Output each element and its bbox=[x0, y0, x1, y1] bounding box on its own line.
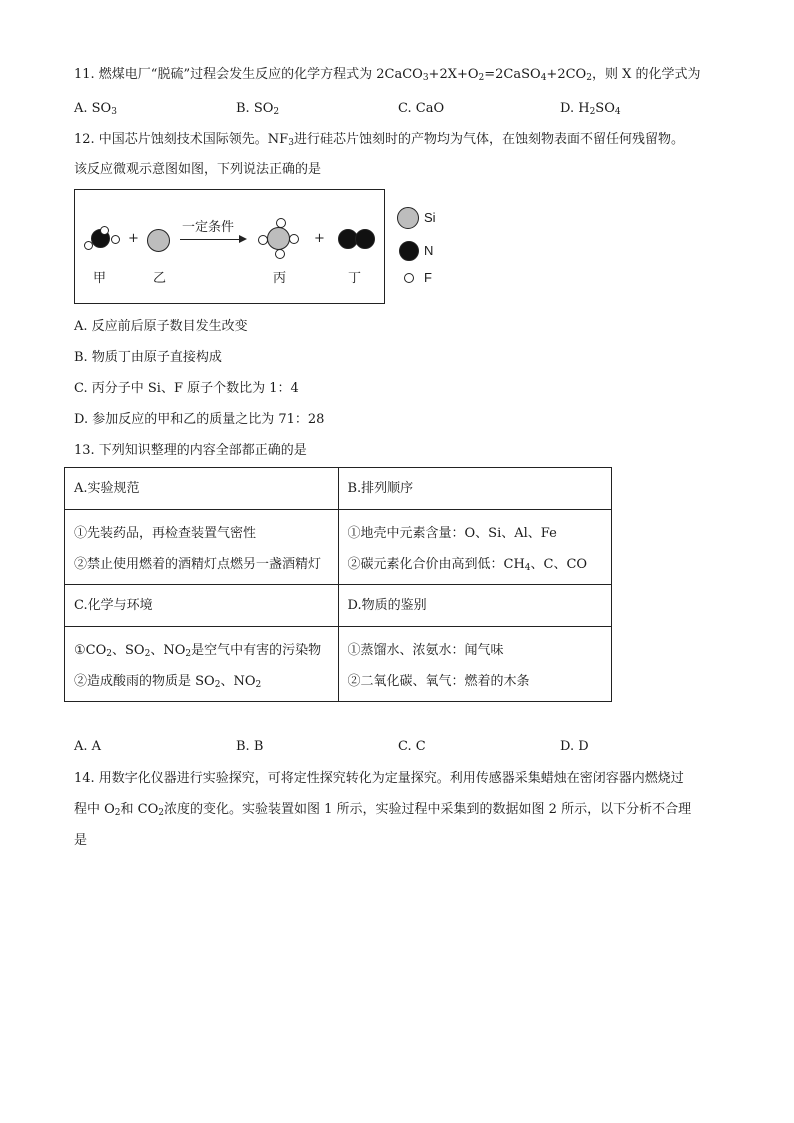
legend-n-atom bbox=[399, 241, 419, 261]
label-yi: 乙 bbox=[153, 271, 167, 286]
table-head-c: C.化学与环境 bbox=[65, 585, 339, 627]
q13-stem: 13. 下列知识整理的内容全部都正确的是 bbox=[74, 443, 307, 458]
reaction-diagram bbox=[74, 189, 385, 304]
legend-si-atom bbox=[397, 207, 419, 229]
q13-option-a: A. A bbox=[74, 739, 102, 754]
q13-option-b: B. B bbox=[236, 739, 264, 754]
table-head-b: B.排列顺序 bbox=[338, 468, 612, 510]
table-cell-a bbox=[65, 510, 339, 585]
q11-option-a: A. $SO_3$ bbox=[74, 101, 117, 117]
q12-stem-line2: 该反应微观示意图如图，下列说法正确的是 bbox=[74, 162, 322, 177]
label-jia: 甲 bbox=[93, 271, 107, 286]
q12-option-a: A. 反应前后原子数目发生改变 bbox=[74, 319, 248, 334]
table-cell-b bbox=[338, 510, 612, 585]
cell-b-line2: ②碳元素化合价由高到低：$CH_4$、C、CO bbox=[347, 557, 588, 573]
plus-sign: + bbox=[314, 231, 325, 246]
bing-f-atom bbox=[289, 234, 299, 244]
q11-option-b: B. $SO_2$ bbox=[236, 101, 280, 117]
cell-c-line1: $①CO_2$、$SO_2$、$NO_2$是空气中有害的污染物 bbox=[74, 643, 322, 659]
plus-sign: + bbox=[128, 231, 139, 246]
jia-f-atom bbox=[111, 235, 120, 244]
cell-b-line1: ①地壳中元素含量：O、Si、Al、Fe bbox=[347, 526, 557, 541]
cell-d-line2: ②二氧化碳、氧气：燃着的木条 bbox=[347, 674, 530, 689]
q12-option-b: B. 物质丁由原子直接构成 bbox=[74, 350, 222, 365]
q12-option-c: C. 丙分子中 Si、F 原子个数比为 1：4 bbox=[74, 381, 299, 396]
table-cell-c bbox=[65, 627, 339, 702]
legend-n-label: N bbox=[424, 243, 434, 258]
label-ding: 丁 bbox=[348, 271, 362, 286]
table-head-a: A.实验规范 bbox=[65, 468, 339, 510]
q14-stem-line2: 程中 $O_2$和 $CO_2$浓度的变化。实验装置如图 1 所示，实验过程中采集到的数据如图 2 所示，以下分析不合理 bbox=[74, 802, 692, 818]
q13-option-d: D. D bbox=[560, 739, 589, 754]
table-cell-d bbox=[338, 627, 612, 702]
jia-f-atom bbox=[84, 241, 93, 250]
cell-a-line2: ②禁止使用燃着的酒精灯点燃另一盏酒精灯 bbox=[74, 557, 322, 572]
q11-option-d: D. $H_2SO_4$ bbox=[560, 101, 621, 117]
reaction-arrow bbox=[180, 239, 240, 240]
table-head-d: D.物质的鉴别 bbox=[338, 585, 612, 627]
q11-option-c: C. CaO bbox=[398, 101, 445, 116]
label-bing: 丙 bbox=[273, 271, 287, 286]
cell-d-line1: ①蒸馏水、浓氨水：闻气味 bbox=[347, 643, 504, 658]
knowledge-table bbox=[64, 467, 612, 702]
q11-stem: 11. 燃煤电厂“脱硫”过程会发生反应的化学方程式为 $2CaCO_3+2X+O_2=2CaSO_4+2CO_2$，则 X 的化学式为 bbox=[74, 67, 701, 83]
q12-stem-line1: 12. 中国芯片蚀刻技术国际领先。$NF_3$进行硅芯片蚀刻时的产物均为气体，在蚀刻物表面不留任何残留物。 bbox=[74, 132, 684, 148]
bing-si-atom bbox=[267, 227, 290, 250]
ding-n-atom bbox=[355, 229, 375, 249]
q12-option-d: D. 参加反应的甲和乙的质量之比为 71：28 bbox=[74, 412, 325, 427]
q14-stem-line1: 14. 用数字化仪器进行实验探究，可将定性探究转化为定量探究。利用传感器采集蜡烛在密闭容器内燃烧过 bbox=[74, 771, 684, 786]
bing-f-atom bbox=[275, 249, 285, 259]
reaction-condition: 一定条件 bbox=[182, 220, 235, 235]
cell-a-line1: ①先装药品，再检查装置气密性 bbox=[74, 526, 257, 541]
legend-si-label: Si bbox=[424, 210, 436, 225]
arrow-head-icon bbox=[239, 235, 247, 243]
q13-option-c: C. C bbox=[398, 739, 426, 754]
cell-c-line2: ②造成酸雨的物质是 $SO_2$、$NO_2$ bbox=[74, 674, 262, 690]
q14-stem-line3: 是 bbox=[74, 833, 88, 848]
jia-f-atom bbox=[100, 226, 109, 235]
legend-f-atom bbox=[404, 273, 414, 283]
legend-f-label: F bbox=[424, 270, 432, 285]
yi-si-atom bbox=[147, 229, 170, 252]
